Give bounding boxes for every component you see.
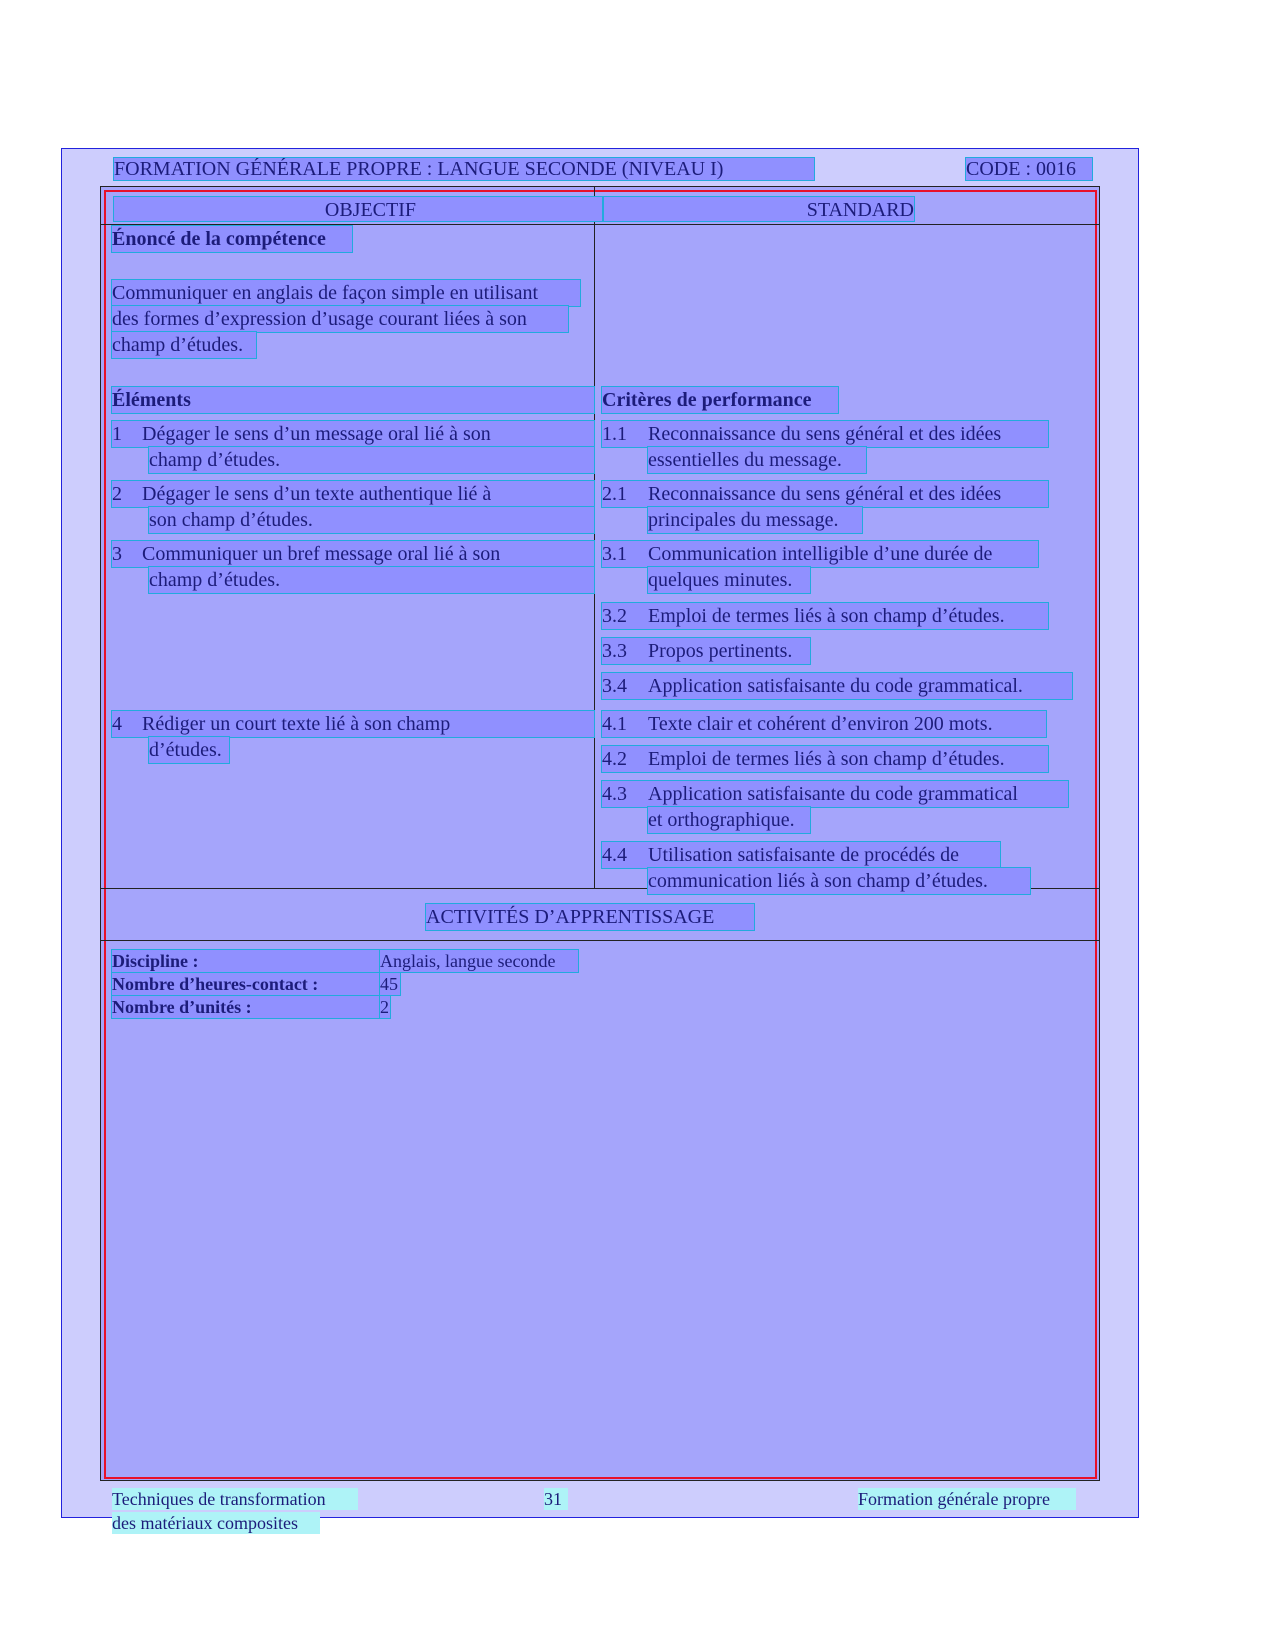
unites-label: Nombre d’unités : — [112, 996, 380, 1018]
unites-value: 2 — [380, 997, 389, 1017]
critere-item-4-3: 4.3 Application satisfaisante du code grammatical — [602, 781, 1068, 807]
column-header-standard: STANDARD — [604, 197, 914, 221]
enonce-line: des formes d’expression d’usage courant liées à son — [112, 306, 568, 332]
critere-item-4-4: 4.4 Utilisation satisfaisante de procédés de — [602, 842, 1000, 868]
critere-item-4-3-cont: et orthographique. — [648, 807, 810, 833]
competence-table — [100, 186, 1100, 1481]
critere-item-1-1-cont: essentielles du message. — [648, 447, 866, 473]
element-item-1-cont: champ d’études. — [149, 447, 594, 473]
discipline-label: Discipline : — [112, 950, 380, 972]
critere-item-3-4: 3.4 Application satisfaisante du code grammatical. — [602, 673, 1072, 699]
enonce-line: champ d’études. — [112, 332, 256, 358]
critere-item-3-3: 3.3 Propos pertinents. — [602, 638, 810, 664]
element-item-1: 1 Dégager le sens d’un message oral lié à son — [112, 421, 594, 447]
header-title: FORMATION GÉNÉRALE PROPRE : LANGUE SECONDE (NIVEAU I) — [114, 158, 814, 180]
element-item-2: 2 Dégager le sens d’un texte authentique lié à — [112, 481, 594, 507]
element-item-3: 3 Communiquer un bref message oral lié à son — [112, 541, 594, 567]
critere-item-3-2: 3.2 Emploi de termes liés à son champ d’études. — [602, 603, 1048, 629]
element-item-2-cont: son champ d’études. — [149, 507, 594, 533]
elements-heading: Éléments — [112, 387, 594, 413]
critere-item-3-1-cont: quelques minutes. — [648, 567, 810, 593]
header-code: CODE : 0016 — [966, 158, 1092, 180]
enonce-line: Communiquer en anglais de façon simple en utilisant — [112, 280, 580, 306]
footer-program: Techniques de transformation — [112, 1488, 358, 1510]
criteres-heading: Critères de performance — [602, 387, 838, 413]
footer-program-line2: des matériaux composites — [112, 1512, 320, 1534]
footer-page-number: 31 — [544, 1488, 568, 1510]
critere-item-4-2: 4.2 Emploi de termes liés à son champ d’études. — [602, 746, 1048, 772]
critere-item-2-1: 2.1 Reconnaissance du sens général et des idées — [602, 481, 1048, 507]
divider — [100, 940, 1100, 941]
element-item-4-cont: d’études. — [149, 737, 229, 763]
critere-item-4-4-cont: communication liés à son champ d’études. — [648, 868, 1030, 894]
heures-label: Nombre d’heures-contact : — [112, 973, 380, 995]
footer-section: Formation générale propre — [858, 1488, 1076, 1510]
enonce-heading: Énoncé de la compétence — [112, 226, 352, 252]
heures-value: 45 — [380, 974, 398, 994]
column-header-objectif: OBJECTIF — [114, 197, 602, 221]
divider — [100, 224, 1100, 225]
element-item-4: 4 Rédiger un court texte lié à son champ — [112, 711, 594, 737]
column-divider — [594, 186, 595, 888]
activites-heading: ACTIVITÉS D’APPRENTISSAGE — [426, 904, 754, 930]
element-item-3-cont: champ d’études. — [149, 567, 594, 593]
discipline-value: Anglais, langue seconde — [380, 950, 578, 972]
critere-item-1-1: 1.1 Reconnaissance du sens général et des idées — [602, 421, 1048, 447]
critere-item-2-1-cont: principales du message. — [648, 507, 862, 533]
critere-item-3-1: 3.1 Communication intelligible d’une durée de — [602, 541, 1038, 567]
critere-item-4-1: 4.1 Texte clair et cohérent d’environ 200 mots. — [602, 711, 1046, 737]
